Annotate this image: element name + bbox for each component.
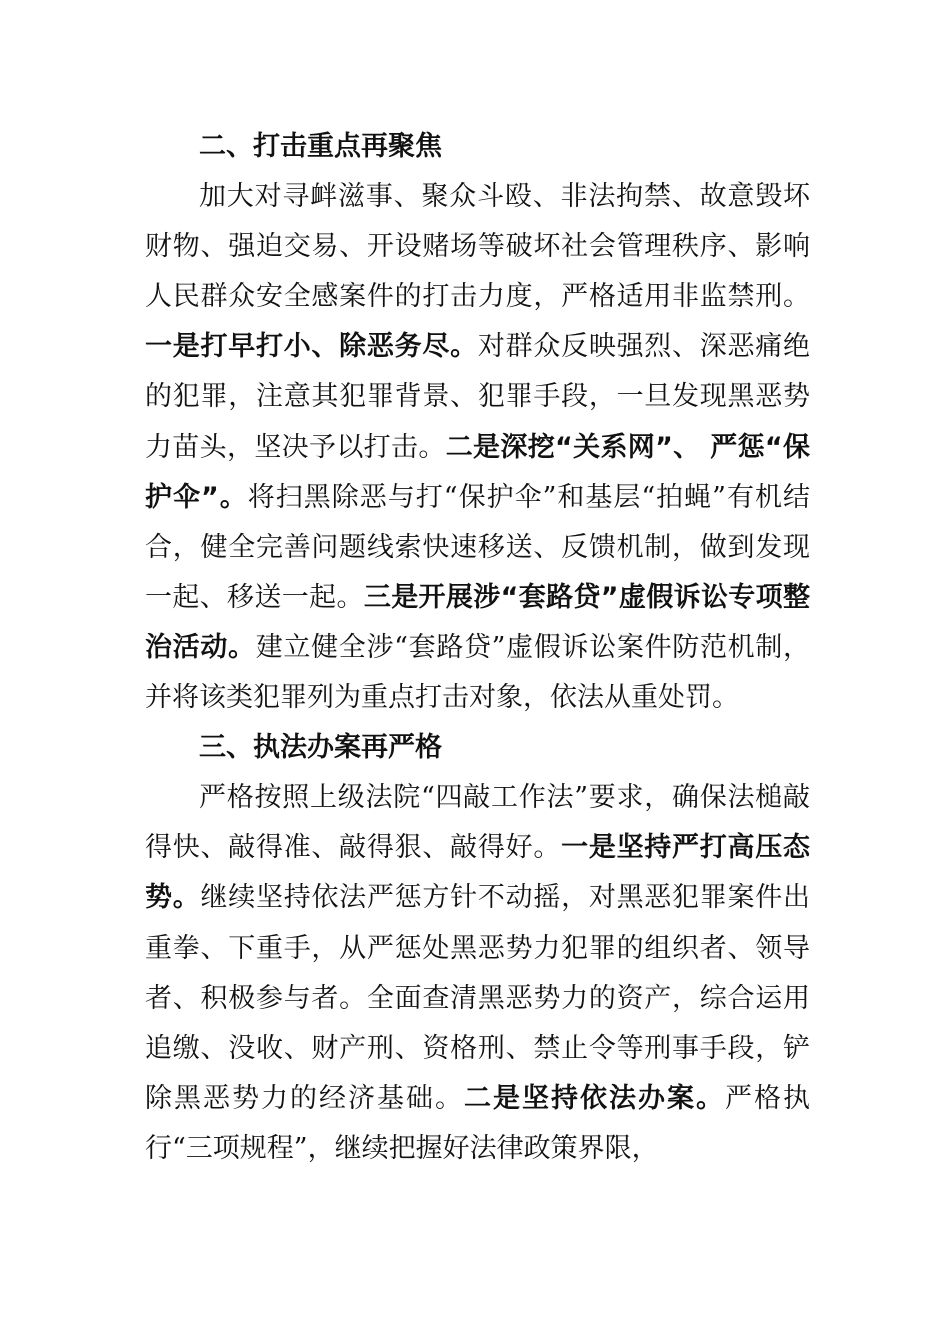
emphasis-run: 一是打早打小、除恶务尽。: [145, 331, 478, 363]
section-heading: 二、打击重点再聚焦: [199, 131, 442, 162]
emphasis-run: 三是开展涉“套路贷”虚假诉讼专项整治活动。: [145, 581, 811, 663]
section-heading: 三、执法办案再严格: [199, 732, 442, 764]
document-page: [145, 122, 810, 1174]
emphasis-run: 二是深挖“关系网”、 严惩“保护伞”。: [145, 431, 811, 513]
text-run: 严格按照上级法院“四敲工作法”要求，确保法槌敲得快、敲得准、敲得狠、敲得好。: [145, 782, 810, 864]
text-run: 加大对寻衅滋事、聚众斗殴、非法拘禁、故意毁坏财物、强迫交易、开设赌场等破坏社会管理秩序、影响人民群众安全感案件的打击力度，严格适用非监禁刑。: [145, 181, 810, 313]
text-run: 建立健全涉“套路贷”虚假诉讼案件防范机制，并将该类犯罪列为重点打击对象，依法从重处罚。: [145, 631, 810, 714]
emphasis-run: 二是坚持依法办案。: [464, 1082, 725, 1114]
text-run: 对群众反映强烈、深恶痛绝的犯罪，注意其犯罪背景、犯罪手段，一旦发现黑恶势力苗头，坚决予以打击。: [145, 331, 811, 463]
text-run: 将扫黑除恶与打“保护伞”和基层“拍蝇”有机结合，健全完善问题线索快速移送、反馈机制，做到发现一起、移送一起。: [145, 481, 810, 613]
emphasis-run: 一是坚持严打高压态势。: [145, 832, 811, 914]
text-run: 继续坚持依法严惩方针不动摇，对黑恶犯罪案件出重拳、下重手，从严惩处黑恶势力犯罪的组织者、领导者、积极参与者。全面查清黑恶势力的资产，综合运用追缴、没收、财产刑、资格刑、禁止令等刑事手段，铲除黑恶势力的经济基础。: [145, 882, 811, 1114]
section-paragraph: [145, 773, 810, 1174]
text-run: 严格执行“三项规程”，继续把握好法律政策界限，: [145, 1082, 810, 1164]
section-paragraph: [145, 172, 810, 723]
